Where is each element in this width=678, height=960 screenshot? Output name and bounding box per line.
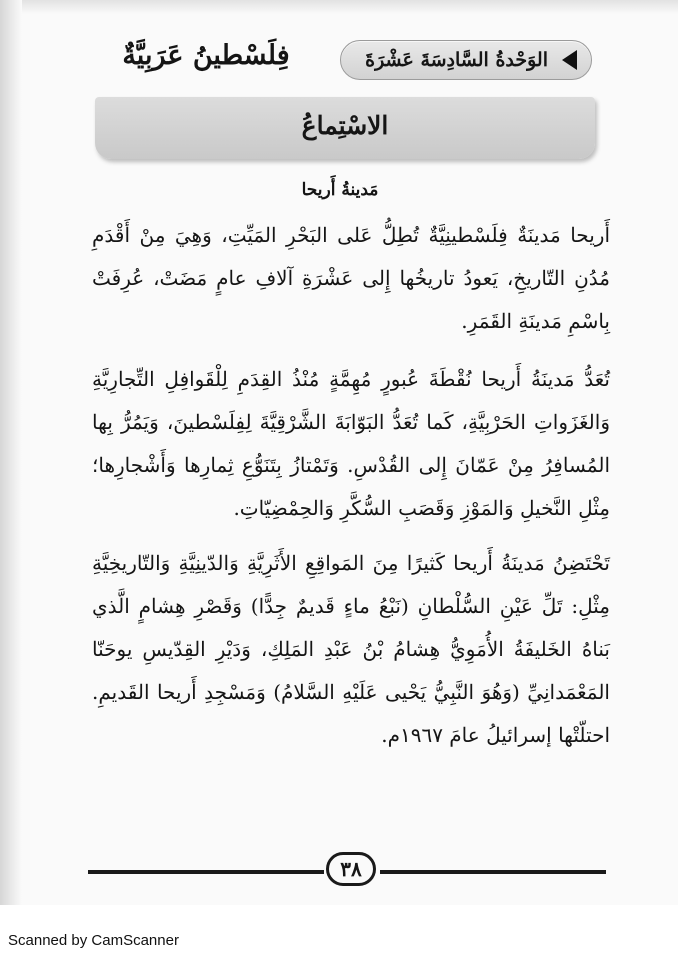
unit-label: الوَحْدةُ السَّادِسَةَ عَشْرَةَ	[365, 49, 548, 71]
footer-rule-left	[88, 870, 324, 874]
page-number: ٣٨	[326, 852, 376, 886]
section-title: الاسْتِماعُ	[301, 111, 389, 140]
article-paragraph-3: تَحْتَضِنُ مَدينَةُ أَريحا كَثيرًا مِنَ المَواقِعِ الأَثَرِيَّةِ وَالدّينِيَّةِ وَالتّاريخِيَّةِ مِثْلِ: تَلِّ عَيْنِ السُّلْطانِ (نَبْعُ ماءٍ قَديمٌ جِدًّا) وَقَصْرِ هِشامٍ الَّذي بَناهُ الخَليفَةُ الأُمَوِيُّ هِشامُ بْنُ عَبْدِ المَلِكِ، وَدَيْرِ القِدّيسِ يوحَنّا المَعْمَدانِيِّ (وَهُوَ النَّبِيُّ يَحْيى عَلَيْهِ السَّلامُ) وَمَسْجِدِ أَريحا القَديمِ. احتلّتْها إسرائيلُ عامَ ١٩٦٧م.	[92, 551, 610, 747]
play-arrow-icon	[562, 50, 577, 70]
section-banner	[95, 97, 595, 159]
article-paragraph-1: أَريحا مَدينَةٌ فِلَسْطينِيَّةٌ تُطِلُّ عَلى البَحْرِ المَيِّتِ، وَهِيَ مِنْ أَقْدَمِ مُدُنِ التّاريخِ، يَعودُ تاريخُها إِلى عَشْرَةِ آلافِ عامٍ مَضَتْ، عُرِفَتْ بِاسْمِ مَدينَةِ القَمَرِ.	[92, 223, 610, 333]
article-title: مَدينةُ أَريحا	[301, 180, 379, 200]
page-binding-shadow	[0, 0, 22, 905]
footer-rule-right	[380, 870, 606, 874]
article-paragraph-2: تُعَدُّ مَدينَةُ أَريحا نُقْطَةَ عُبورٍ مُهِمَّةٍ مُنْذُ القِدَمِ لِلْقَوافِلِ التِّجارِيَّةِ وَالغَزَواتِ الحَرْبِيَّةِ، كَما تُعَدُّ البَوّابَةَ الشَّرْقِيَّةَ لِفِلَسْطينَ، وَيَمُرُّ بِها المُسافِرُ مِنْ عَمّانَ إِلى القُدْسِ. وَتَمْتازُ بِتَنَوُّعِ ثِمارِها وَأَشْجارِها؛ مِثْلِ النَّخيلِ وَالمَوْزِ وَقَصَبِ السُّكَّرِ وَالحِمْضِيّاتِ.	[92, 367, 610, 520]
unit-label-pill	[340, 40, 592, 80]
page-top-shadow	[0, 0, 678, 14]
subject-title: فِلَسْطينُ عَرَبِيَّةٌ	[122, 40, 290, 71]
scan-credit: Scanned by CamScanner	[8, 932, 179, 949]
